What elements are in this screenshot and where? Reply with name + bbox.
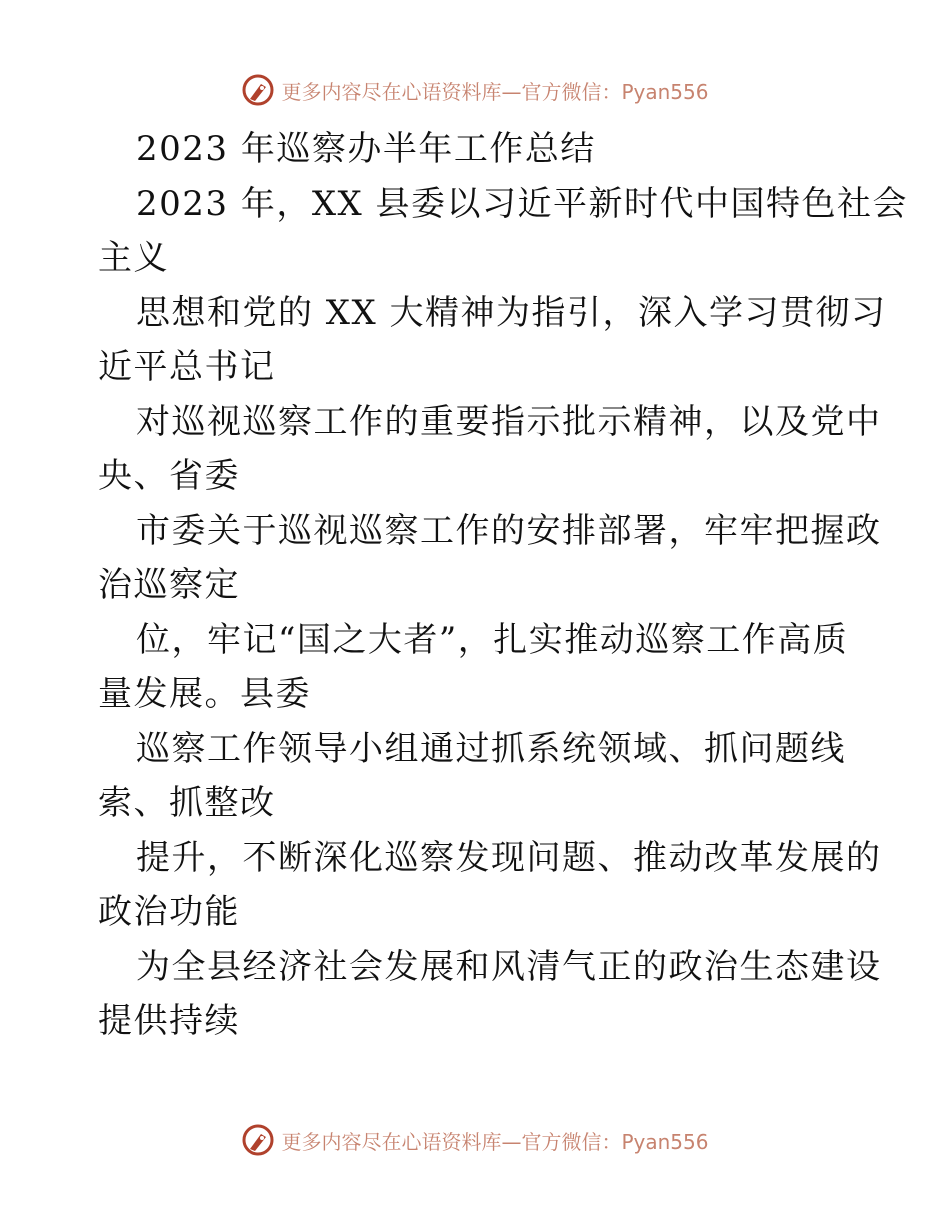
paragraph-line: 央、省委 [98,456,240,496]
paragraph-line: 2023 年，XX 县委以习近平新时代中国特色社会 [136,183,909,224]
header-watermark-banner [0,70,950,110]
watermark-text: 更多内容尽在心语资料库—官方微信：Pyan556 [281,1129,709,1154]
paragraph-line: 主义 [98,238,169,278]
watermark-text: 更多内容尽在心语资料库—官方微信：Pyan556 [281,79,709,104]
pen-nib-logo-icon [241,73,275,107]
paragraph-line: 巡察工作领导小组通过抓系统领域、抓问题线 [136,728,846,769]
paragraph-line: 位，牢记“国之大者”，扎实推动巡察工作高质 [136,619,849,660]
document-title: 2023 年巡察办半年工作总结 [136,129,596,169]
paragraph-line: 市委关于巡视巡察工作的安排部署，牢牢把握政 [136,510,882,551]
paragraph-line: 为全县经济社会发展和风清气正的政治生态建设 [136,946,882,987]
paragraph-line: 索、抓整改 [98,783,276,823]
document-body [98,122,909,1049]
paragraph-line: 近平总书记 [98,347,276,387]
paragraph-line: 治巡察定 [98,565,240,605]
paragraph-line: 量发展。县委 [98,674,311,714]
paragraph-line: 提供持续 [98,1001,240,1041]
footer-watermark-banner [0,1120,950,1160]
paragraph-line: 对巡视巡察工作的重要指示批示精神，以及党中 [136,401,882,442]
paragraph-line: 思想和党的 XX 大精神为指引，深入学习贯彻习 [136,292,887,333]
paragraph-line: 政治功能 [98,892,240,932]
pen-nib-logo-icon [241,1123,275,1157]
paragraph-line: 提升，不断深化巡察发现问题、推动改革发展的 [136,837,882,878]
